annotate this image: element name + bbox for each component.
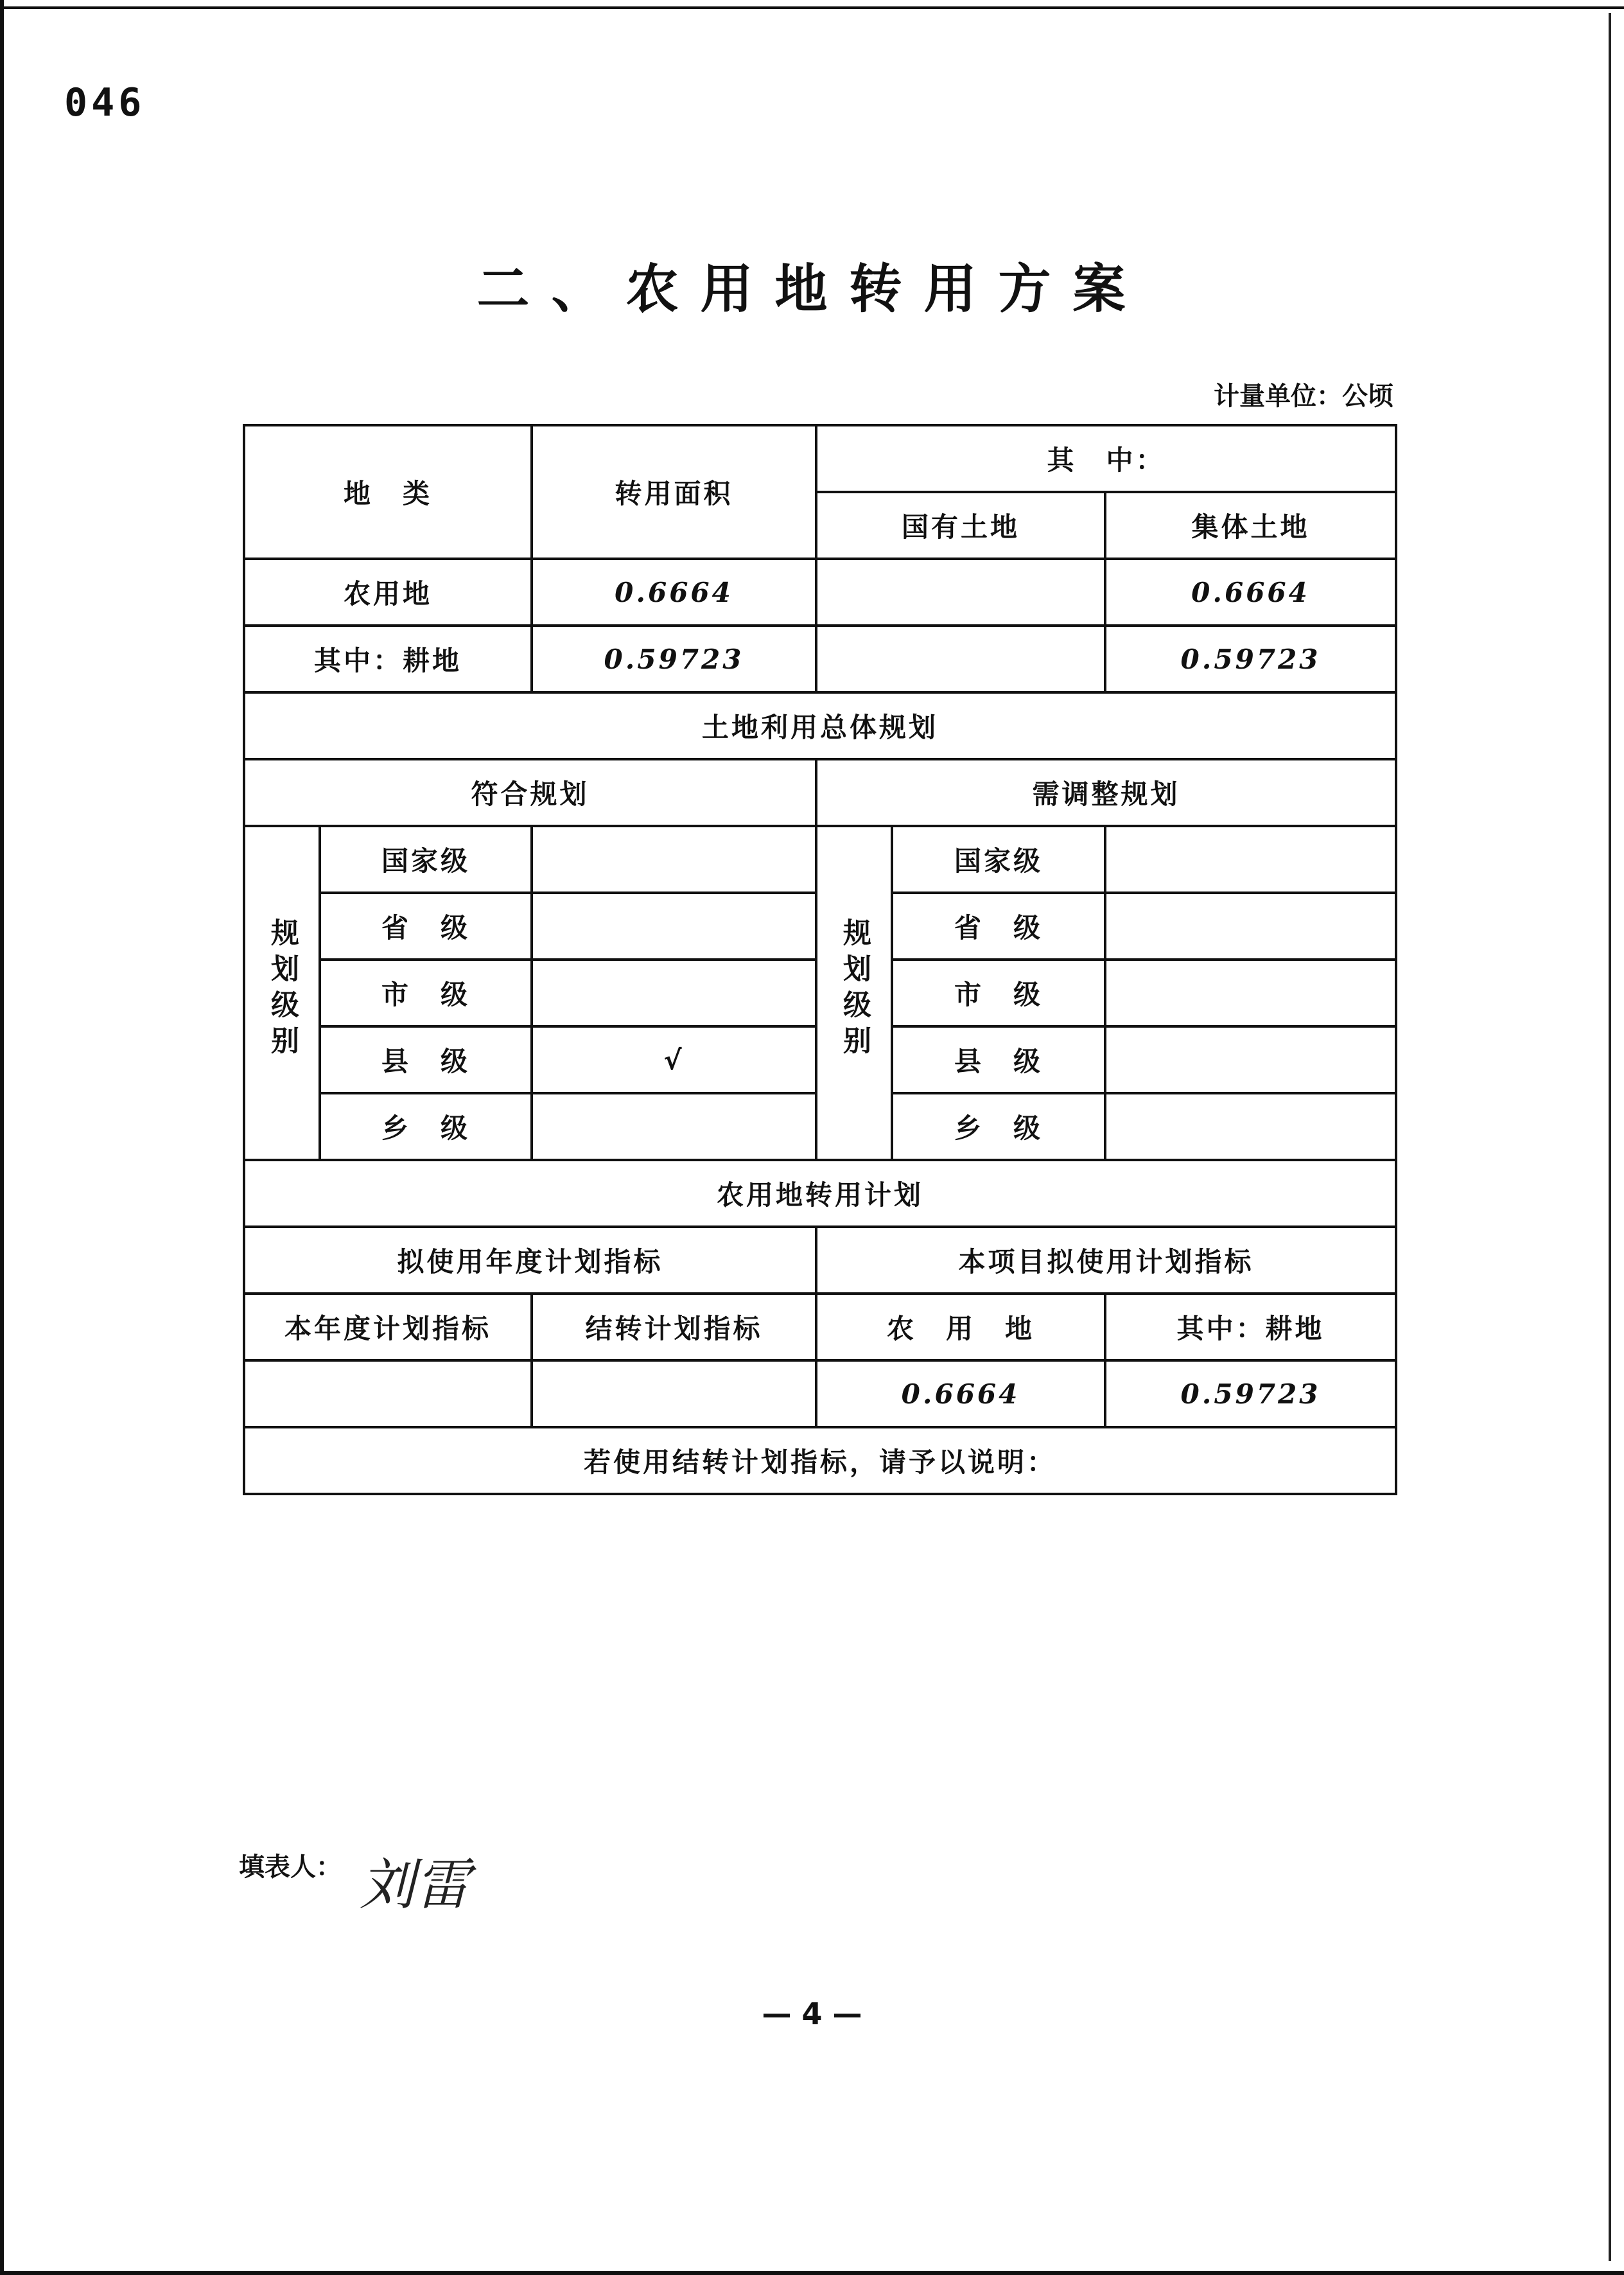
conversion-section-title: 农用地转用计划	[244, 1160, 1396, 1227]
adjust-mark	[1105, 1026, 1396, 1093]
project-cultivated-header: 其中：耕地	[1105, 1294, 1396, 1360]
level-label: 市 级	[892, 960, 1105, 1026]
conforming-plan-header: 符合规划	[244, 759, 816, 826]
project-farmland-header: 农 用 地	[816, 1294, 1105, 1360]
carry-over-indicator-value	[532, 1360, 816, 1427]
project-cultivated-value: 0.59723	[1105, 1360, 1396, 1427]
conforming-level-label: 规划级别	[244, 826, 320, 1160]
level-label: 县 级	[320, 1026, 532, 1093]
cultivated-state-value	[816, 626, 1105, 692]
row-label-farmland: 农用地	[244, 559, 532, 626]
table-row	[244, 826, 1396, 893]
carry-over-explanation-box	[244, 1427, 1396, 1494]
level-label: 省 级	[892, 893, 1105, 960]
conversion-plan-table	[243, 424, 1397, 1495]
farmland-collective-value: 0.6664	[1105, 559, 1396, 626]
conforming-mark	[532, 960, 816, 1026]
adjust-plan-header: 需调整规划	[816, 759, 1396, 826]
page-bottom-border	[0, 2271, 1624, 2275]
this-year-indicator-header: 本年度计划指标	[244, 1294, 532, 1360]
conforming-mark	[532, 1093, 816, 1160]
conforming-mark	[532, 826, 816, 893]
conforming-mark	[532, 893, 816, 960]
level-label: 乡 级	[892, 1093, 1105, 1160]
page-left-border	[0, 0, 4, 2275]
page-title: 二、农用地转用方案	[476, 259, 1148, 320]
page-top-border	[0, 0, 1624, 9]
carry-over-explanation-label: 若使用结转计划指标，请予以说明：	[584, 1446, 1057, 1478]
conversion-section-row	[244, 1160, 1396, 1227]
header-state-land: 国有土地	[816, 492, 1105, 559]
header-land-type: 地 类	[244, 425, 532, 559]
conversion-header-row	[244, 1227, 1396, 1294]
project-indicator-header: 本项目拟使用计划指标	[816, 1227, 1396, 1294]
adjust-mark	[1105, 893, 1396, 960]
level-label: 乡 级	[320, 1093, 532, 1160]
cultivated-collective-value: 0.59723	[1105, 626, 1396, 692]
level-label: 国家级	[892, 826, 1105, 893]
table-row	[244, 626, 1396, 692]
adjust-mark	[1105, 1093, 1396, 1160]
planning-section-title: 土地利用总体规划	[244, 692, 1396, 759]
level-label: 省 级	[320, 893, 532, 960]
county-level-check-mark: √	[532, 1026, 816, 1093]
adjust-level-label: 规划级别	[816, 826, 892, 1160]
project-farmland-value: 0.6664	[816, 1360, 1105, 1427]
row-label-cultivated: 其中：耕地	[244, 626, 532, 692]
adjust-mark	[1105, 960, 1396, 1026]
farmland-area-value: 0.6664	[532, 559, 816, 626]
this-year-indicator-value	[244, 1360, 532, 1427]
adjust-mark	[1105, 826, 1396, 893]
filler-label: 填表人：	[239, 1852, 342, 1882]
level-label: 市 级	[320, 960, 532, 1026]
table-row	[244, 559, 1396, 626]
note-row	[244, 1427, 1396, 1494]
header-row-1	[244, 425, 1396, 492]
conversion-subheader-row	[244, 1294, 1396, 1360]
annual-indicator-header: 拟使用年度计划指标	[244, 1227, 816, 1294]
level-label: 县 级	[892, 1026, 1105, 1093]
farmland-state-value	[816, 559, 1105, 626]
page-code: 046	[64, 80, 146, 125]
cultivated-area-value: 0.59723	[532, 626, 816, 692]
page-number: — 4 —	[762, 1996, 862, 2031]
planning-subheader-row	[244, 759, 1396, 826]
planning-section-row	[244, 692, 1396, 759]
page-right-border	[1609, 13, 1611, 2261]
header-area: 转用面积	[532, 425, 816, 559]
carry-over-indicator-header: 结转计划指标	[532, 1294, 816, 1360]
filler-signature: 刘雷	[360, 1853, 470, 1917]
header-of-which: 其 中：	[816, 425, 1396, 492]
table-row	[244, 1360, 1396, 1427]
level-label: 国家级	[320, 826, 532, 893]
header-collective-land: 集体土地	[1105, 492, 1396, 559]
measurement-unit: 计量单位：公顷	[1214, 382, 1393, 411]
